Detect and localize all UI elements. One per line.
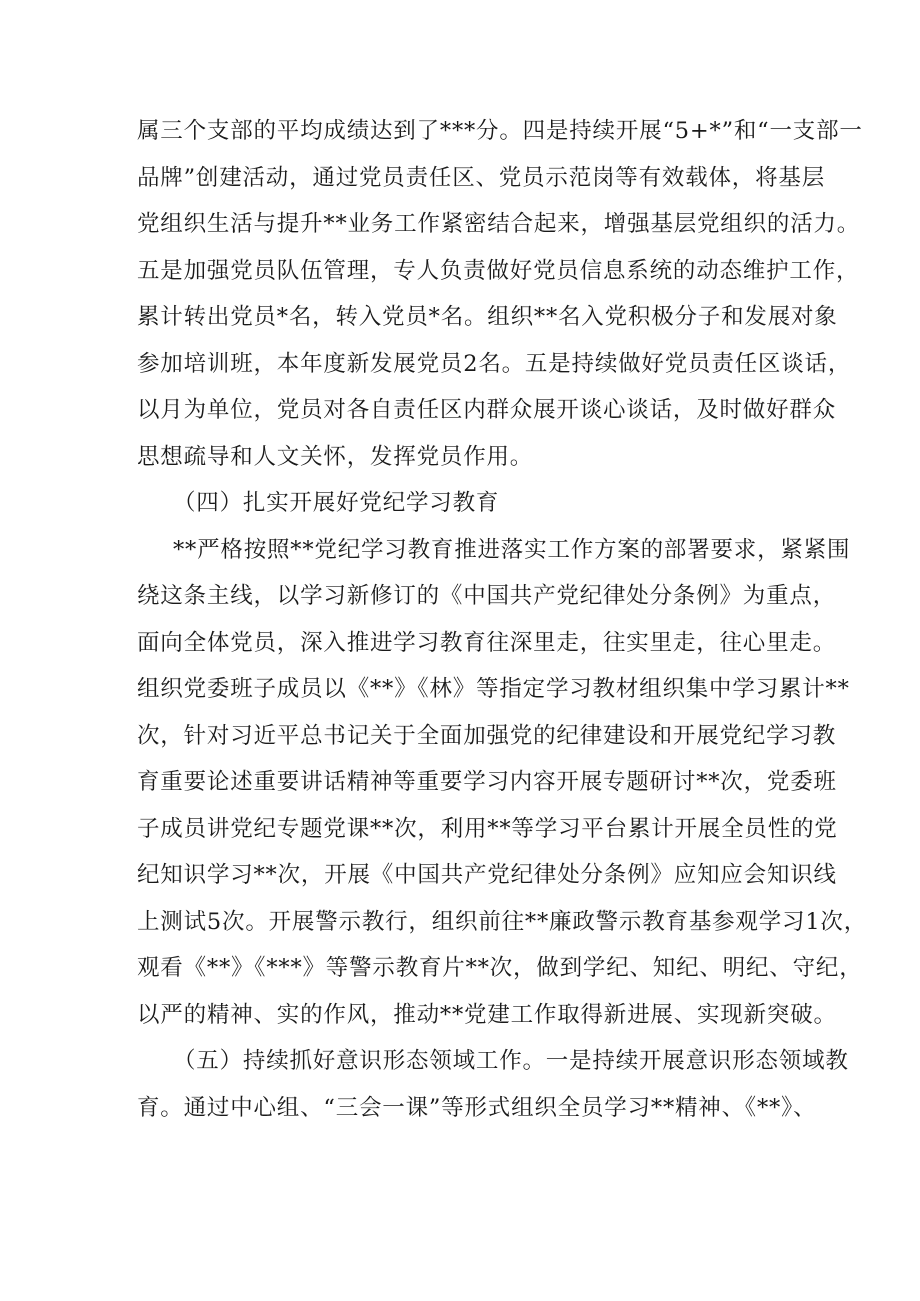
paragraph-line: 五是加强党员队伍管理，专人负责做好党员信息系统的动态维护工作，	[137, 257, 860, 284]
paragraph-line: 育。通过中心组、“三会一课”等形式组织全员学习**精神、《**》、	[137, 1094, 817, 1121]
paragraph-line: 纪知识学习**次，开展《中国共产党纪律处分条例》应知应会知识线	[137, 862, 837, 888]
paragraph-line: 次，针对习近平总书记关于全面加强党的纪律建设和开展党纪学习教	[137, 722, 837, 749]
paragraph-line: 属三个支部的平均成绩达到了***分。四是持续开展“5+*”和“一支部一	[137, 118, 863, 144]
document-body	[137, 110, 868, 1133]
paragraph-line: 面向全体党员，深入推进学习教育往深里走，往实里走，往心里走。	[137, 629, 837, 656]
section-heading: （四）扎实开展好党纪学习教育	[173, 490, 500, 516]
paragraph-line: 育重要论述重要讲话精神等重要学习内容开展专题研讨**次，党委班	[137, 769, 837, 795]
paragraph-line: 组织党委班子成员以《**》《林》等指定学习教材组织集中学习累计**	[137, 676, 850, 702]
paragraph-line: （五）持续抓好意识形态领域工作。一是持续开展意识形态领域教	[173, 1048, 849, 1074]
paragraph-line: 参加培训班，本年度新发展党员2名。五是持续做好党员责任区谈话，	[137, 350, 852, 377]
paragraph-line: 绕这条主线，以学习新修订的《中国共产党纪律处分条例》为重点，	[137, 583, 837, 609]
paragraph-line: 子成员讲党纪专题党课**次，利用**等学习平台累计开展全员性的党	[137, 815, 838, 842]
paragraph-line: 党组织生活与提升**业务工作紧密结合起来，增强基层党组织的活力。	[137, 211, 861, 237]
paragraph-line: 观看《**》《***》等警示教育片**次，做到学纪、知纪、明纪、守纪，	[137, 955, 863, 981]
paragraph-line: 以严的精神、实的作风，推动**党建工作取得新进展、实现新突破。	[137, 1001, 837, 1028]
paragraph-line: 思想疏导和人文关怀，发挥党员作用。	[137, 443, 534, 470]
paragraph-line: 上测试5次。开展警示教行，组织前往**廉政警示教育基参观学习1次，	[137, 908, 868, 935]
paragraph-line: 品牌”创建活动，通过党员责任区、党员示范岗等有效载体，将基层	[137, 164, 826, 191]
paragraph-line: **严格按照**党纪学习教育推进落实工作方案的部署要求，紧紧围	[173, 536, 851, 563]
paragraph-line: 累计转出党员*名，转入党员*名。组织**名入党积极分子和发展对象	[137, 304, 838, 330]
paragraph-line: 以月为单位，党员对各自责任区内群众展开谈心谈话，及时做好群众	[137, 397, 837, 423]
